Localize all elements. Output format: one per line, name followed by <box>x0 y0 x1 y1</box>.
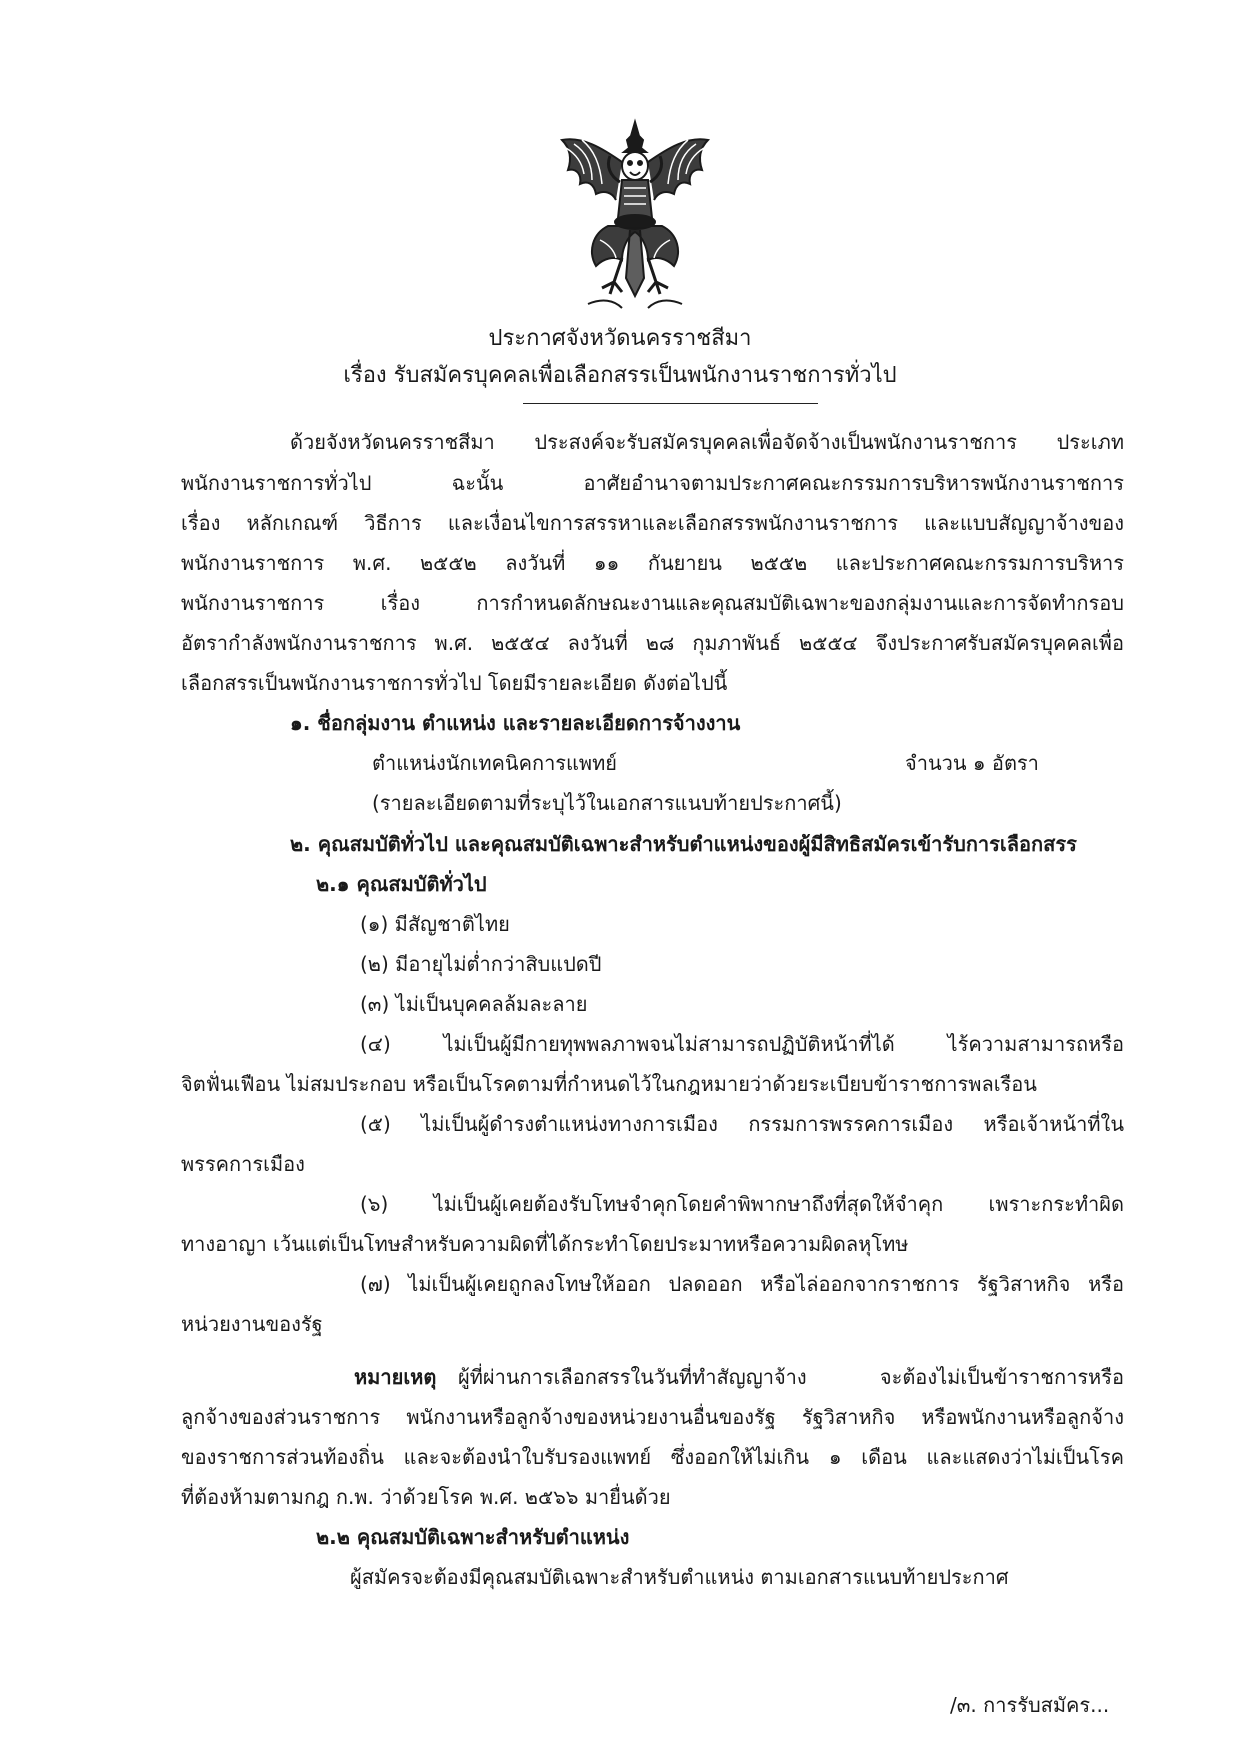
intro-line: ด้วยจังหวัดนครราชสีมา ประสงค์จะรับสมัครบุคคลเพื่อจัดจ้างเป็นพนักงานราชการ ประเภท <box>290 430 1124 454</box>
qualification-item-cont: จิตฟั่นเฟือน ไม่สมประกอบ หรือเป็นโรคตามที่กำหนดไว้ในกฎหมายว่าด้วยระเบียบข้าราชการพลเรือน <box>181 1072 1037 1096</box>
qualification-item: (๑) มีสัญชาติไทย <box>360 912 510 936</box>
intro-line: พนักงานราชการทั่วไป ฉะนั้น อาศัยอำนาจตามประกาศคณะกรรมการบริหารพนักงานราชการ <box>181 471 1124 495</box>
continued-marker: /๓. การรับสมัคร... <box>950 1693 1110 1717</box>
section-2-1-heading: ๒.๑ คุณสมบัติทั่วไป <box>316 872 487 896</box>
remark-line: ลูกจ้างของส่วนราชการ พนักงานหรือลูกจ้างของหน่วยงานอื่นของรัฐ รัฐวิสาหกิจ หรือพนักงานหรือลูกจ้าง <box>181 1405 1124 1429</box>
remark-line: ผู้ที่ผ่านการเลือกสรรในวันที่ทำสัญญาจ้าง จะต้องไม่เป็นข้าราชการหรือ <box>458 1365 1124 1389</box>
position-note: (รายละเอียดตามที่ระบุไว้ในเอกสารแนบท้ายประกาศนี้) <box>372 791 842 815</box>
document-subject: เรื่อง รับสมัครบุคคลเพื่อเลือกสรรเป็นพนักงานราชการทั่วไป <box>343 363 897 388</box>
qualification-item: (๗) ไม่เป็นผู้เคยถูกลงโทษให้ออก ปลดออก หรือไล่ออกจากราชการ รัฐวิสาหกิจ หรือ <box>360 1272 1124 1296</box>
remark-line: ของราชการส่วนท้องถิ่น และจะต้องนำใบรับรองแพทย์ ซึ่งออกให้ไม่เกิน ๑ เดือน และแสดงว่าไม่เป็นโรค <box>181 1445 1124 1469</box>
intro-line: พนักงานราชการ พ.ศ. ๒๕๕๒ ลงวันที่ ๑๑ กันยายน ๒๕๕๒ และประกาศคณะกรรมการบริหาร <box>181 551 1124 575</box>
intro-line: เรื่อง หลักเกณฑ์ วิธีการ และเงื่อนไขการสรรหาและเลือกสรรพนักงานราชการ และแบบสัญญาจ้างของ <box>181 511 1124 535</box>
position-count: จำนวน ๑ อัตรา <box>905 751 1039 775</box>
section-2-heading: ๒. คุณสมบัติทั่วไป และคุณสมบัติเฉพาะสำหรับตำแหน่งของผู้มีสิทธิสมัครเข้ารับการเลือกสรร <box>290 832 1077 856</box>
qualification-item-cont: หน่วยงานของรัฐ <box>181 1312 323 1336</box>
qualification-item-cont: ทางอาญา เว้นแต่เป็นโทษสำหรับความผิดที่ได้กระทำโดยประมาทหรือความผิดลหุโทษ <box>181 1232 909 1256</box>
section-2-2-text: ผู้สมัครจะต้องมีคุณสมบัติเฉพาะสำหรับตำแหน่ง ตามเอกสารแนบท้ายประกาศ <box>350 1565 1009 1589</box>
qualification-item: (๕) ไม่เป็นผู้ดำรงตำแหน่งทางการเมือง กรรมการพรรคการเมือง หรือเจ้าหน้าที่ใน <box>360 1112 1124 1136</box>
intro-line: พนักงานราชการ เรื่อง การกำหนดลักษณะงานและคุณสมบัติเฉพาะของกลุ่มงานและการจัดทำกรอบ <box>181 591 1124 615</box>
intro-line: เลือกสรรเป็นพนักงานราชการทั่วไป โดยมีรายละเอียด ดังต่อไปนี้ <box>181 671 728 695</box>
document-title: ประกาศจังหวัดนครราชสีมา <box>488 326 752 351</box>
position-name: ตำแหน่งนักเทคนิคการแพทย์ <box>372 751 618 775</box>
remark-label: หมายเหตุ <box>354 1365 437 1389</box>
garuda-emblem-icon <box>552 118 718 314</box>
title-divider <box>523 403 818 404</box>
qualification-item-cont: พรรคการเมือง <box>181 1152 305 1176</box>
qualification-item: (๓) ไม่เป็นบุคคลล้มละลาย <box>360 992 588 1016</box>
qualification-item: (๒) มีอายุไม่ต่ำกว่าสิบแปดปี <box>360 952 602 976</box>
intro-line: อัตรากำลังพนักงานราชการ พ.ศ. ๒๕๕๔ ลงวันที่ ๒๘ กุมภาพันธ์ ๒๕๕๔ จึงประกาศรับสมัครบุคคลเพื่อ <box>181 631 1124 655</box>
section-2-2-heading: ๒.๒ คุณสมบัติเฉพาะสำหรับตำแหน่ง <box>316 1525 630 1549</box>
qualification-item: (๔) ไม่เป็นผู้มีกายทุพพลภาพจนไม่สามารถปฏิบัติหน้าที่ได้ ไร้ความสามารถหรือ <box>360 1032 1124 1056</box>
section-1-heading: ๑. ชื่อกลุ่มงาน ตำแหน่ง และรายละเอียดการจ้างงาน <box>290 711 741 735</box>
remark-line: ที่ต้องห้ามตามกฎ ก.พ. ว่าด้วยโรค พ.ศ. ๒๕๖๖ มายื่นด้วย <box>181 1485 671 1509</box>
qualification-item: (๖) ไม่เป็นผู้เคยต้องรับโทษจำคุกโดยคำพิพากษาถึงที่สุดให้จำคุก เพราะกระทำผิด <box>360 1192 1124 1216</box>
